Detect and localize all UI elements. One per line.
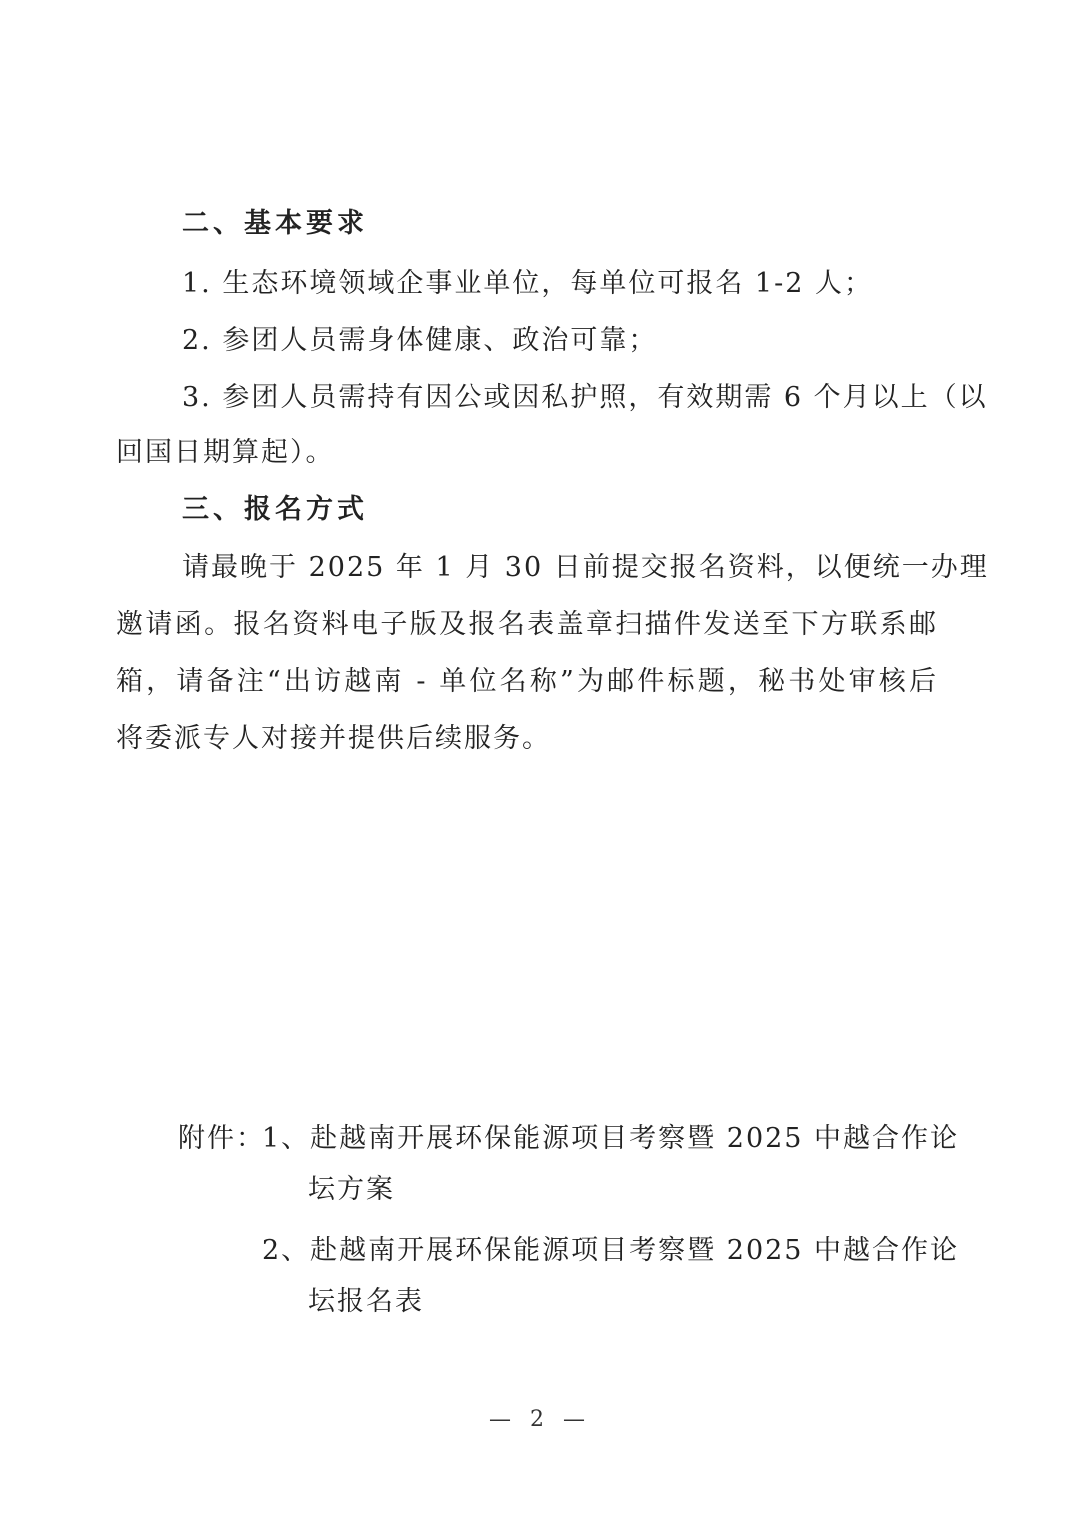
section-heading-registration: 三、报名方式 [182, 494, 368, 525]
page-number: — 2 — [489, 1407, 591, 1432]
requirement-item-3-line-1: 3. 参团人员需持有因公或因私护照，有效期需 6 个月以上（以 [182, 382, 988, 413]
attachment-item-1-line-1: 1、赴越南开展环保能源项目考察暨 2025 中越合作论 [262, 1123, 960, 1154]
attachment-item-1-line-2: 坛方案 [308, 1174, 395, 1205]
registration-paragraph-line-2: 邀请函。报名资料电子版及报名表盖章扫描件发送至下方联系邮 [116, 609, 938, 640]
registration-paragraph-line-3: 箱，请备注“出访越南 - 单位名称”为邮件标题，秘书处审核后 [116, 666, 938, 697]
requirement-item-3-line-2: 回国日期算起）。 [116, 437, 335, 468]
section-heading-requirements: 二、基本要求 [182, 208, 368, 239]
attachment-item-2-line-1: 2、赴越南开展环保能源项目考察暨 2025 中越合作论 [262, 1235, 960, 1266]
requirement-item-1: 1. 生态环境领域企事业单位，每单位可报名 1-2 人； [182, 268, 873, 299]
registration-paragraph-line-1: 请最晚于 2025 年 1 月 30 日前提交报名资料，以便统一办理 [182, 552, 989, 583]
requirement-item-2: 2. 参团人员需身体健康、政治可靠； [182, 325, 658, 356]
registration-paragraph-line-4: 将委派专人对接并提供后续服务。 [116, 723, 551, 754]
attachments-label: 附件： [178, 1123, 265, 1154]
attachment-item-2-line-2: 坛报名表 [308, 1286, 424, 1317]
